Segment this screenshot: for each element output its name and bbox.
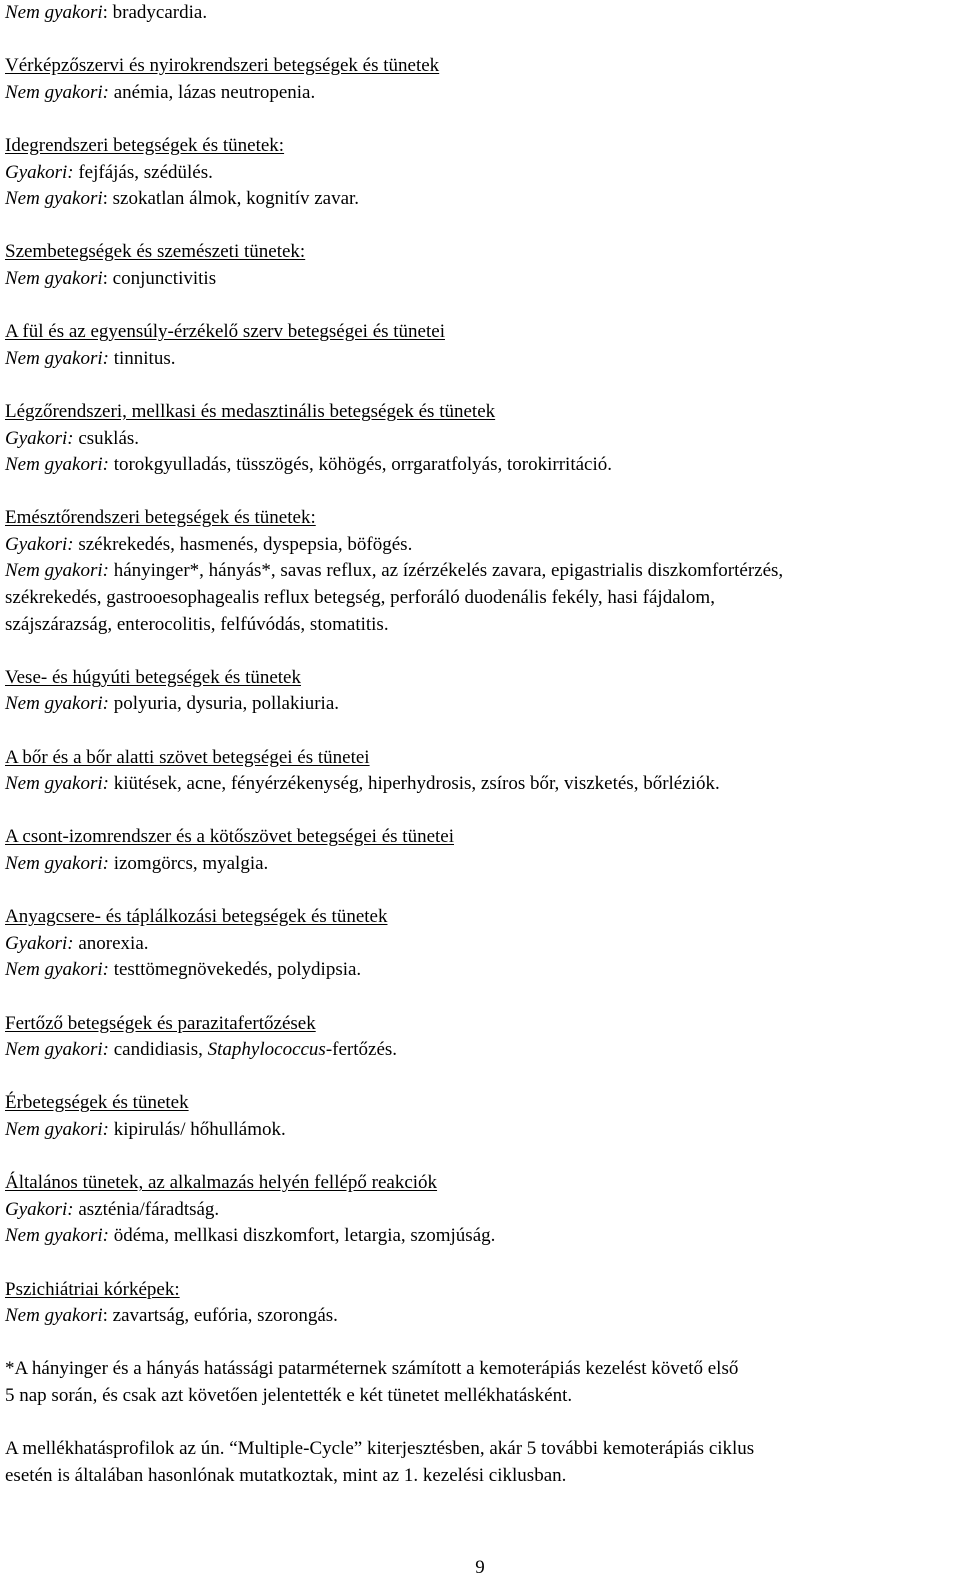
page-number: 9 [475, 1557, 485, 1578]
footnote-line: *A hányinger és a hányás hatássági patarméternek számított a kemoterápiás kezelést követő első [5, 1358, 739, 1380]
text-line [5, 186, 950, 213]
footnote-line: 5 nap során, és csak azt követően jelentették e két tünetet mellékhatásként. [5, 1384, 573, 1406]
closing-line: esetén is általában hasonlónak mutatkoztak, mint az 1. kezelési ciklusban. [5, 1464, 567, 1486]
effects-text: kiütések, acne, fényérzékenység, hiperhydrosis, zsíros bőr, viszketés, bőrléziók. [108, 773, 720, 795]
text-line [5, 1117, 950, 1144]
effects-text: torokgyulladás, tüsszögés, köhögés, orrgaratfolyás, torokirritáció. [108, 454, 612, 476]
effects-text: csuklás. [73, 427, 140, 449]
effects-text-tail: -fertőzés. [325, 1039, 398, 1061]
text-line [5, 957, 950, 984]
text-line [5, 1197, 950, 1224]
effects-text: polyuria, dysuria, pollakiuria. [108, 693, 340, 715]
text-line [5, 426, 950, 453]
effects-text: székrekedés, hasmenés, dyspepsia, böfögés. [73, 533, 413, 555]
effects-text: ödéma, mellkasi diszkomfort, letargia, szomjúság. [108, 1225, 496, 1247]
frequency-label: Nem gyakori [5, 188, 103, 210]
effects-text: : zavartság, eufória, szorongás. [102, 1305, 338, 1327]
section-heading: Általános tünetek, az alkalmazás helyén fellépő reakciók [5, 1172, 438, 1194]
text-line [5, 851, 950, 878]
effects-text: kipirulás/ hőhullámok. [108, 1118, 286, 1140]
text-line [5, 346, 950, 373]
text-line [5, 452, 950, 479]
section-heading: Érbetegségek és tünetek [5, 1092, 189, 1114]
frequency-label: Nem gyakori: [5, 560, 109, 582]
effects-text: szájszárazság, enterocolitis, felfúvódás, stomatitis. [5, 613, 389, 635]
text-line [5, 1223, 950, 1250]
section-heading: A csont-izomrendszer és a kötőszövet betegségei és tünetei [5, 826, 454, 848]
effects-text: candidiasis, [108, 1039, 208, 1061]
text-line [5, 160, 950, 187]
frequency-label: Nem gyakori: [5, 773, 109, 795]
document-body [5, 0, 950, 1489]
effects-text: izomgörcs, myalgia. [108, 853, 269, 874]
frequency-label: Nem gyakori: [5, 693, 109, 715]
text-line [5, 532, 950, 559]
frequency-label: Nem gyakori: [5, 1225, 109, 1247]
frequency-label: Gyakori: [5, 1198, 74, 1220]
text-line [5, 931, 950, 958]
frequency-label: Nem gyakori [5, 267, 103, 289]
effects-text: : conjunctivitis [102, 267, 217, 289]
effects-text: fejfájás, szédülés. [73, 161, 213, 183]
text-line [5, 1037, 950, 1064]
section-heading: Vérképzőszervi és nyirokrendszeri betegségek és tünetek [5, 55, 440, 77]
effects-text: aszténia/fáradtság. [73, 1198, 220, 1220]
section-heading: Fertőző betegségek és parazitafertőzések [5, 1012, 316, 1034]
effects-text: : szokatlan álmok, kognitív zavar. [102, 188, 360, 210]
text-line [5, 612, 950, 639]
frequency-label: Gyakori: [5, 161, 74, 183]
effects-text: testtömegnövekedés, polydipsia. [108, 959, 362, 981]
text-line [5, 1303, 950, 1330]
section-heading: Anyagcsere- és táplálkozási betegségek és tünetek [5, 906, 388, 928]
section-heading: Szembetegségek és szemészeti tünetek: [5, 241, 306, 263]
section-heading: Pszichiátriai kórképek: [5, 1278, 180, 1300]
text-line [5, 771, 950, 798]
section-heading: Vese- és húgyúti betegségek és tünetek [5, 666, 301, 688]
frequency-label: Nem gyakori: [5, 1039, 109, 1061]
closing-line: A mellékhatásprofilok az ún. “Multiple-Cycle” kiterjesztésben, akár 5 további kemoterápiás ciklus [5, 1438, 755, 1460]
text-line [5, 558, 950, 585]
frequency-label: Gyakori: [5, 932, 74, 954]
section-heading: Idegrendszeri betegségek és tünetek: [5, 134, 285, 156]
text-line [5, 585, 950, 612]
frequency-label: Gyakori: [5, 427, 74, 449]
frequency-label: Nem gyakori [5, 1305, 103, 1327]
text-line [5, 691, 950, 718]
section-heading: A bőr és a bőr alatti szövet betegségei és tünetei [5, 746, 370, 768]
section-heading: A fül és az egyensúly-érzékelő szerv betegségei és tünetei [5, 321, 445, 343]
frequency-label: Nem gyakori: [5, 853, 109, 874]
frequency-label: Gyakori: [5, 533, 74, 555]
text-line [5, 0, 950, 27]
effects-text: bradycardia. [112, 2, 208, 23]
frequency-separator: : [102, 2, 113, 23]
frequency-label: Nem gyakori: [5, 959, 109, 981]
effects-text: székrekedés, gastrooesophagealis reflux betegség, perforáló duodenális fekély, hasi fájdalom, [5, 587, 715, 609]
frequency-label: Nem gyakori [5, 2, 103, 23]
frequency-label: Nem gyakori: [5, 347, 109, 369]
section-heading: Emésztőrendszeri betegségek és tünetek: [5, 507, 316, 529]
frequency-label: Nem gyakori: [5, 454, 109, 476]
effects-text: anémia, lázas neutropenia. [108, 81, 316, 103]
text-line [5, 266, 950, 293]
effects-text: tinnitus. [108, 347, 176, 369]
text-line [5, 80, 950, 107]
effects-text: hányinger*, hányás*, savas reflux, az ízérzékelés zavara, epigastrialis diszkomfortérzés, [108, 560, 784, 582]
organism-name: Staphylococcus [207, 1039, 326, 1061]
effects-text: anorexia. [73, 932, 149, 954]
frequency-label: Nem gyakori: [5, 1118, 109, 1140]
section-heading: Légzőrendszeri, mellkasi és medasztinális betegségek és tünetek [5, 400, 496, 422]
frequency-label: Nem gyakori: [5, 81, 109, 103]
